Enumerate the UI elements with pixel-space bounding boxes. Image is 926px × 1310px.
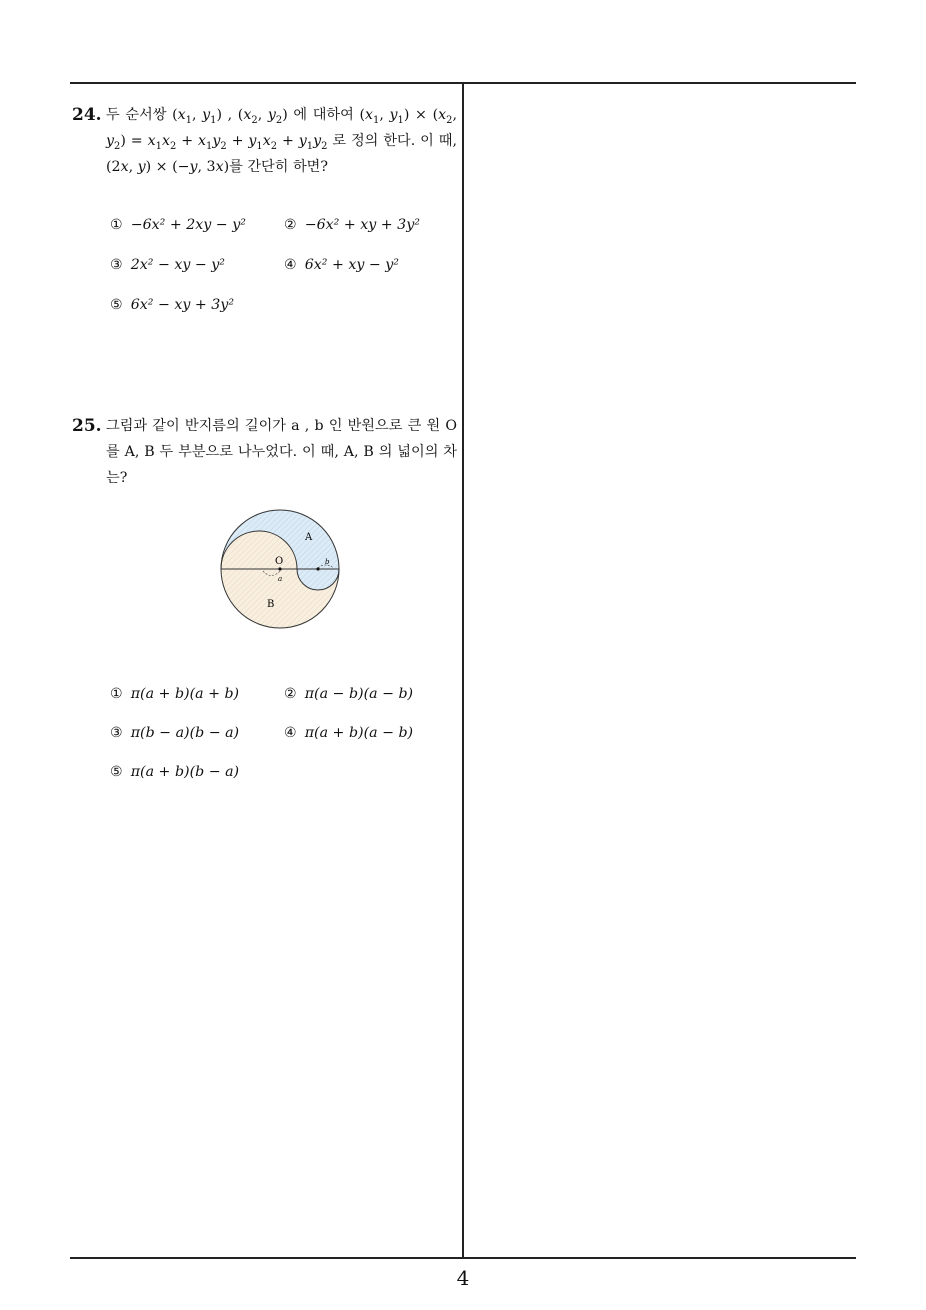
choice-2[interactable]: ② −6x² + xy + 3y² (284, 217, 420, 233)
choice-1[interactable]: ① −6x² + 2xy − y² (110, 217, 246, 233)
page-number: 4 (456, 1266, 470, 1290)
question-25 (72, 413, 457, 491)
label-radius-b: b (325, 558, 330, 566)
question-24 (72, 102, 457, 313)
center-point (278, 567, 281, 570)
label-a-region: A (305, 532, 313, 543)
column-divider (462, 82, 464, 1259)
label-b-region: B (267, 599, 275, 610)
choice-3[interactable]: ③ π(b − a)(b − a) (110, 725, 240, 741)
choice-3[interactable]: ③ 2x² − xy − y² (110, 257, 225, 273)
question-number: 25. (72, 416, 102, 436)
choice-4[interactable]: ④ π(a + b)(a − b) (284, 725, 414, 741)
label-radius-a: a (278, 575, 283, 583)
semicircle-figure (219, 508, 343, 632)
choice-1[interactable]: ① π(a + b)(a + b) (110, 686, 240, 702)
question-text: 두 순서쌍 ($x_1$, $y_1$) , ($x_2$, $y_2$) 에 대하여 ($x_1$, $y_1) \times (x_2$, $y_2) = x_1x_2 + x_1y_2 + y_1x_2 + y_1y_2$ 로 정의 한다. 이 때, (2x, y) × (−y, 3x)를 간단히 하면? (106, 107, 457, 175)
bottom-rule (70, 1257, 856, 1259)
choice-2[interactable]: ② π(a − b)(a − b) (284, 686, 414, 702)
small-center-point (316, 567, 319, 570)
question-text: 그림과 같이 반지름의 길이가 a , b 인 반원으로 큰 원 O 를 A, B 두 부분으로 나누었다. 이 때, A, B 의 넓이의 차는? (106, 418, 457, 486)
choice-5[interactable]: ⑤ π(a + b)(b − a) (110, 764, 240, 780)
choice-4[interactable]: ④ 6x² + xy − y² (284, 257, 399, 273)
choice-5[interactable]: ⑤ 6x² − xy + 3y² (110, 297, 235, 313)
label-o: O (275, 556, 284, 567)
question-number: 24. (72, 105, 102, 125)
